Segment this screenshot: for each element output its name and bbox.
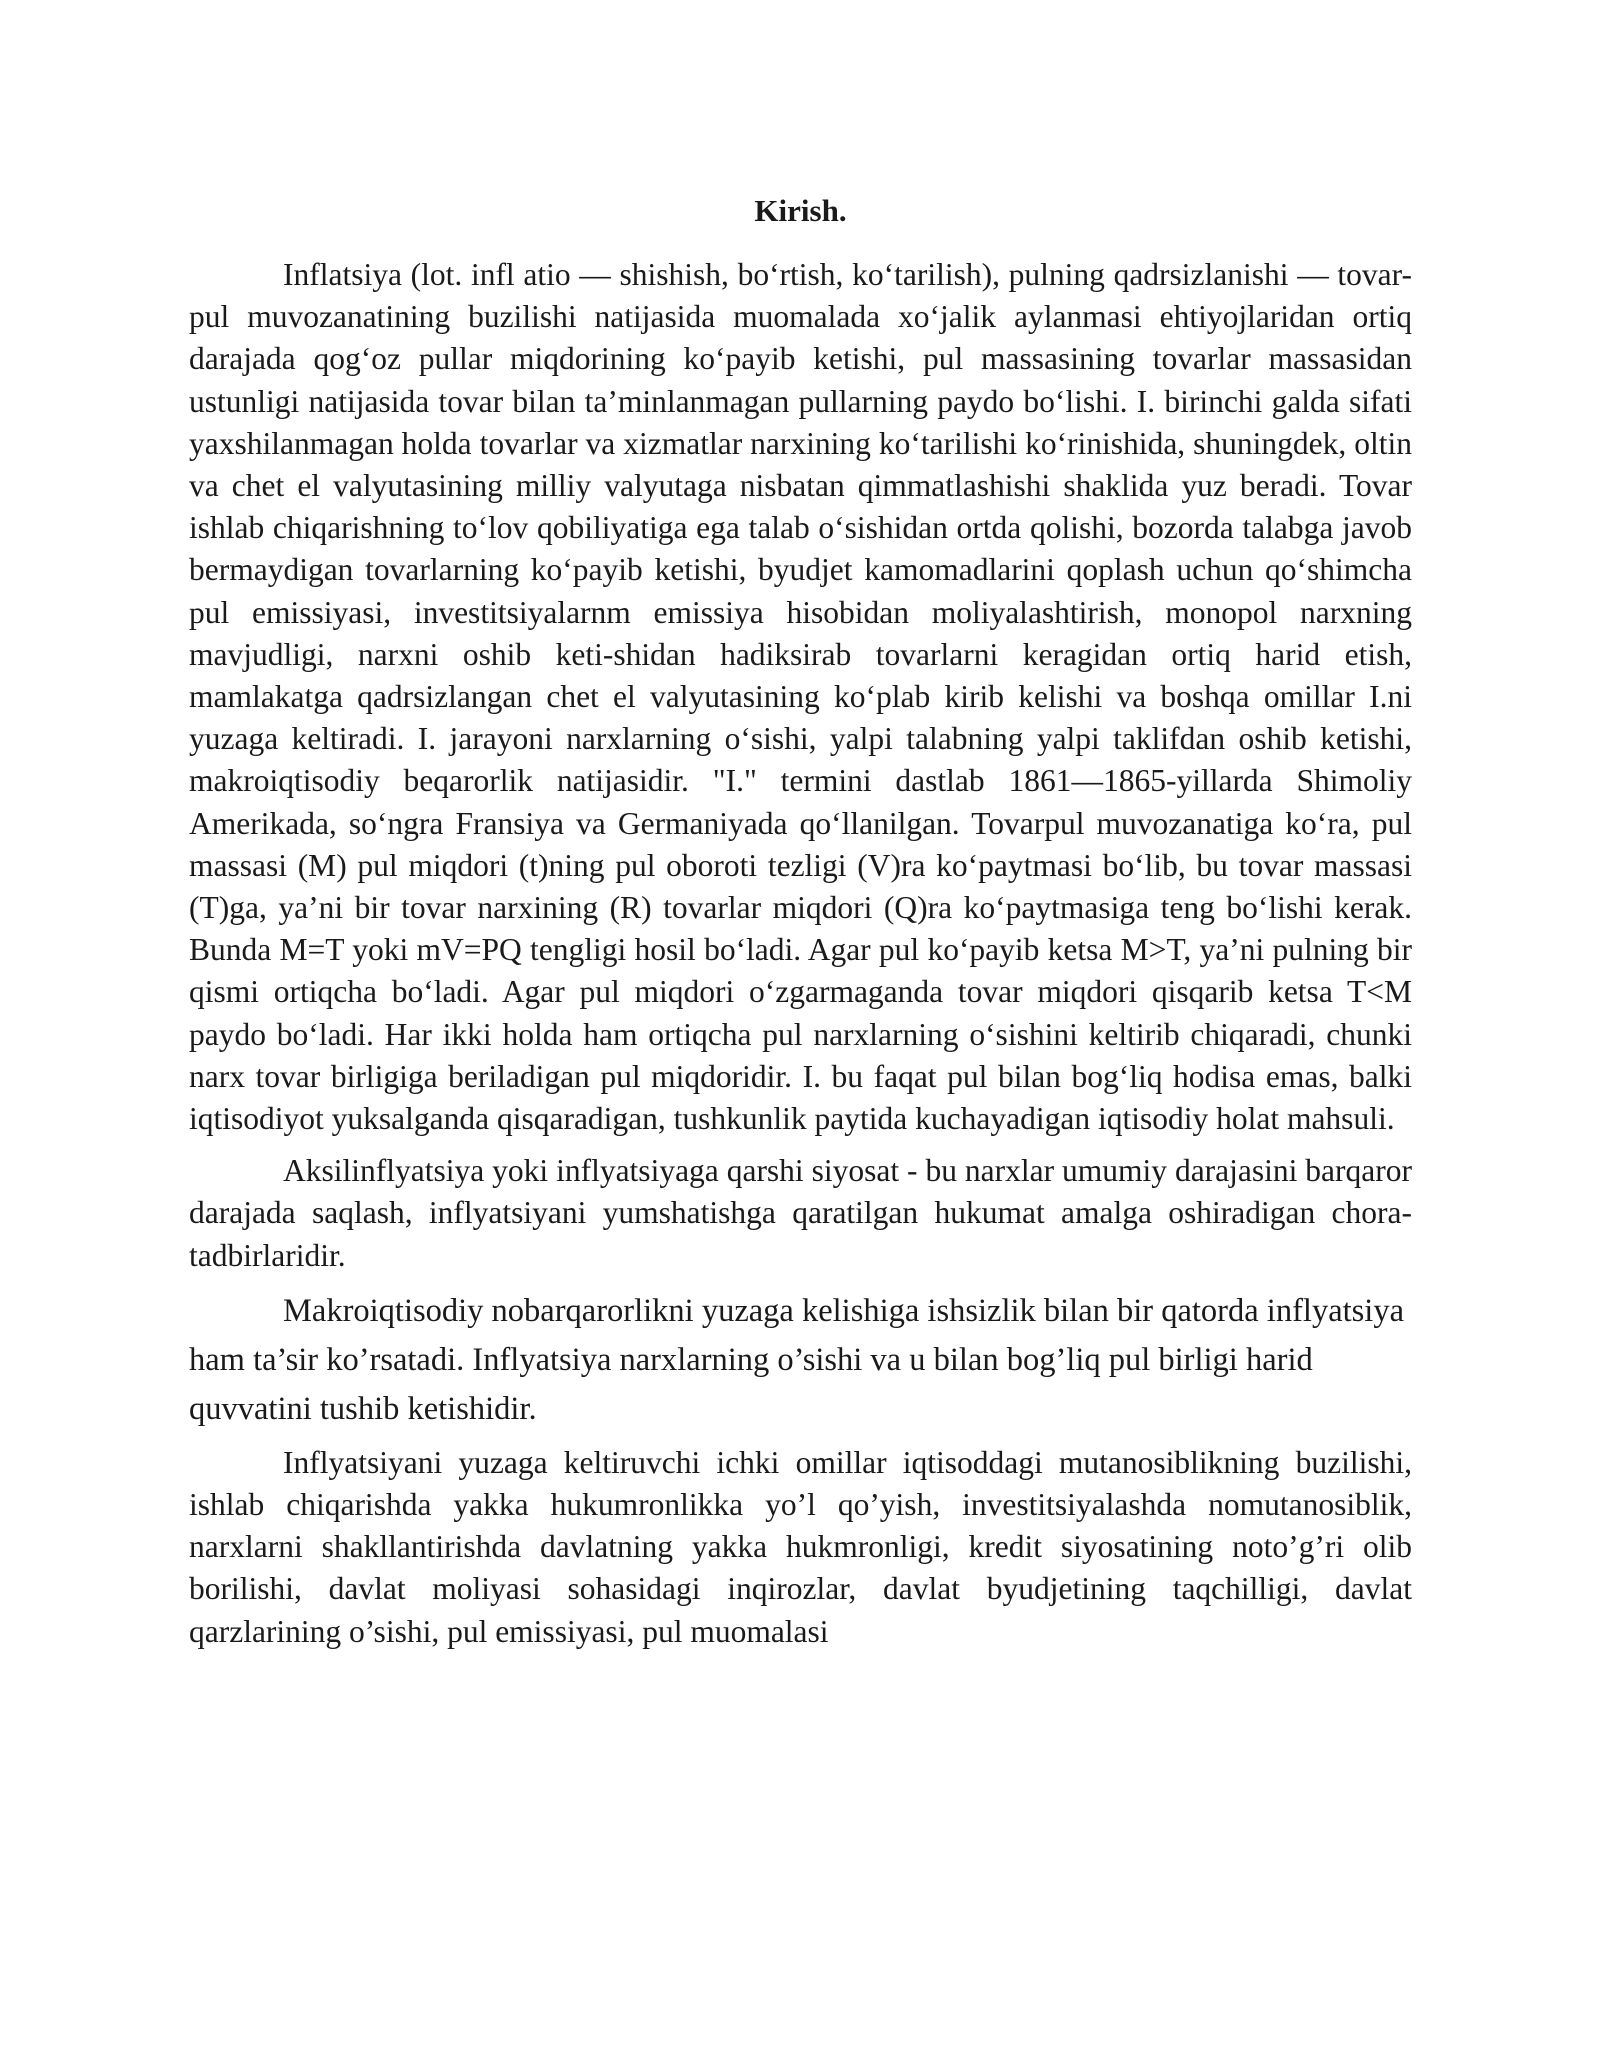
document-body (189, 188, 1412, 1663)
paragraph-internal-factors: Inflyatsiyani yuzaga keltiruvchi ichki omillar iqtisoddagi mutanosiblikning buzilishi, ishlab chiqarishda yakka hukumronlikka yo’l qo’yish, investitsiyalashda nomutanosiblik, narxlarni shakllantirishda davlatning yakka hukmronligi, kredit siyosatining noto’g’ri olib borilishi, davlat moliyasi sohasidagi inqirozlar, davlat byudjetining taqchilligi, davlat qarzlarining o’sishi, pul emissiyasi, pul muomalasi (189, 1444, 1412, 1649)
page-title: Kirish. (754, 193, 847, 228)
paragraph-anti-inflation-policy: Aksilinflyatsiya yoki inflyatsiyaga qarshi siyosat - bu narxlar umumiy darajasini barqaror darajada saqlash, inflyatsiyani yumshatishga qaratilgan hukumat amalga oshiradigan chora-tadbirlaridir. (189, 1153, 1412, 1273)
paragraph-macroeconomic-instability: Makroiqtisodiy nobarqarorlikni yuzaga kelishiga ishsizlik bilan bir qatorda inflyatsiya ham ta’sir ko’rsatadi. Inflyatsiya narxlarning o’sishi va u bilan bog’liq pul birligi harid quvvatini tushib ketishidir. (189, 1292, 1404, 1427)
paragraph-inflation-definition: Inflatsiya (lot. infl atio — shishish, bo‘rtish, ko‘tarilish), pulning qadrsizlanishi — tovar-pul muvozanatining buzilishi natijasida muomalada xo‘jalik aylanmasi ehtiyojlaridan ortiq darajada qog‘oz pullar miqdorining ko‘payib ketishi, pul massasining tovarlar massasidan ustunligi natijasida tovar bilan ta’minlanmagan pullarning paydo bo‘lishi. I. birinchi galda sifati yaxshilanmagan holda tovarlar va xizmatlar narxining ko‘tarilishi ko‘rinishida, shuningdek, oltin va chet el valyutasining milliy valyutaga nisbatan qimmatlashishi shaklida yuz beradi. Tovar ishlab chiqarishning to‘lov qobiliyatiga ega talab o‘sishidan ortda qolishi, bozorda talabga javob bermaydigan tovarlarning ko‘payib ketishi, byudjet kamomadlarini qoplash uchun qo‘shimcha pul emissiyasi, investitsiyalarnm emissiya hisobidan moliyalashtirish, monopol narxning mavjudligi, narxni oshib keti-shidan hadiksirab tovarlarni keragidan ortiq harid etish, mamlakatga qadrsizlangan chet el valyutasining ko‘plab kirib kelishi va boshqa omillar I.ni yuzaga keltiradi. I. jarayoni narxlarning o‘sishi, yalpi talabning yalpi taklifdan oshib ketishi, makroiqtisodiy beqarorlik natijasidir. "I." termini dastlab 1861—1865-yillarda Shimoliy Amerikada, so‘ngra Fransiya va Germaniyada qo‘llanilgan. Tovarpul muvozanatiga ko‘ra, pul massasi (M) pul miqdori (t)ning pul oboroti tezligi (V)ra ko‘paytmasi bo‘lib, bu tovar massasi (T)ga, ya’ni bir tovar narxining (R) tovarlar miqdori (Q)ra ko‘paytmasiga teng bo‘lishi kerak. Bunda M=T yoki mV=PQ tengligi hosil bo‘ladi. Agar pul ko‘payib ketsa M>T, ya’ni pulning bir qismi ortiqcha bo‘ladi. Agar pul miqdori o‘zgarmaganda tovar miqdori qisqarib ketsa T<M paydo bo‘ladi. Har ikki holda ham ortiqcha pul narxlarning o‘sishini keltirib chiqaradi, chunki narx tovar birligiga beriladigan pul miqdoridir. I. bu faqat pul bilan bog‘liq hodisa emas, balki iqtisodiyot yuksalganda qisqaradigan, tushkunlik paytida kuchayadigan iqtisodiy holat mahsuli. (189, 257, 1412, 1137)
